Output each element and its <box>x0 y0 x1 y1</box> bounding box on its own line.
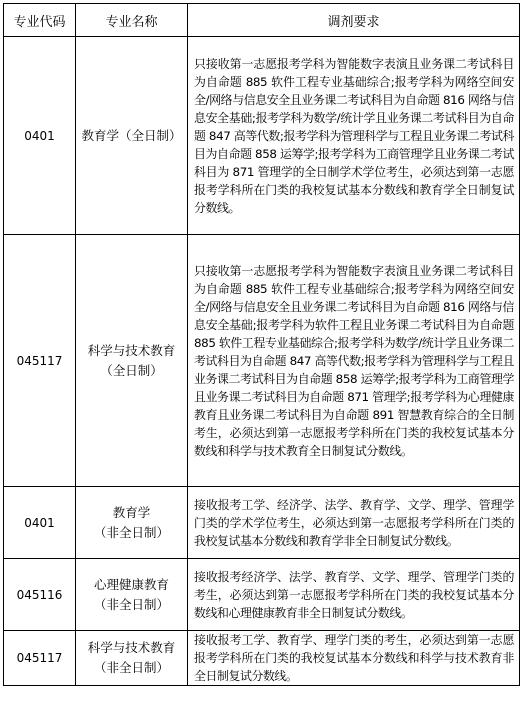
name-line: 教育学（全日制） <box>81 127 182 143</box>
cell-requirement: 接收报考工学、经济学、法学、教育学、文学、理学、管理学门类的学术学位考生，必须达到第一志愿报考学科所在门类的我校复试基本分数线和教育学非全日制复试分数线。 <box>188 487 520 559</box>
cell-name <box>76 235 188 487</box>
cell-code: 045117 <box>4 631 76 686</box>
header-name: 专业名称 <box>76 4 188 37</box>
cell-code: 045116 <box>4 559 76 631</box>
cell-requirement: 接收报考工学、教育学、理学门类的考生，必须达到第一志愿报考学科所在门类的我校复试基本分数线和科学与技术教育非全日制复试分数线。 <box>188 631 520 686</box>
cell-code: 0401 <box>4 37 76 235</box>
name-line: （非全日制） <box>93 524 169 540</box>
header-code: 专业代码 <box>4 4 76 37</box>
cell-name <box>76 559 188 631</box>
name-line: 心理健康教育 <box>93 576 169 592</box>
name-line: （非全日制） <box>93 596 169 612</box>
header-requirement: 调剂要求 <box>188 4 520 37</box>
cell-name <box>76 37 188 235</box>
name-line: 科学与技术教育 <box>87 640 176 655</box>
cell-name <box>76 631 188 686</box>
cell-code: 0401 <box>4 487 76 559</box>
table-row <box>4 37 520 235</box>
table-header-row <box>4 4 520 37</box>
cell-requirement: 只接收第一志愿报考学科为智能数字表演且业务课二考试科目为自命题 885 软件工程专业基础综合;报考学科为网络空间安全/网络与信息安全且业务课二考试科目为自命题 816 网络与信息安全基础;报考学科为软件工程且业务课二考试科目为自命题 885 软件工程专业基础综合;报考学科为数学/统计学且业务课二考试科目为自命题 847 高等代数;报考学科为管理科学与工程且业务课二考试科目为自命题 858 运筹学;报考学科为工商管理学且业务课二考试科目为自命题 871 管理学;报考学科为心理健康教育且业务课二考试科目为自命题 891 智慧教育综合的全日制考生，必须达到第一志愿报考学科所在门类的我校复试基本分数线和科学与技术教育全日制复试分数线。 <box>188 235 520 487</box>
table-row <box>4 559 520 631</box>
name-line: （全日制） <box>100 362 163 378</box>
cell-requirement: 接收报考经济学、法学、教育学、文学、理学、管理学门类的考生，必须达到第一志愿报考学科所在门类的我校复试基本分数线和心理健康教育非全日制复试分数线。 <box>188 559 520 631</box>
name-line: 教育学 <box>112 504 151 520</box>
table-row <box>4 235 520 487</box>
adjustment-table <box>3 3 520 686</box>
cell-name <box>76 487 188 559</box>
table-row <box>4 631 520 686</box>
name-line: 科学与技术教育 <box>87 342 176 358</box>
cell-requirement: 只接收第一志愿报考学科为智能数字表演且业务课二考试科目为自命题 885 软件工程专业基础综合;报考学科为网络空间安全/网络与信息安全且业务课二考试科目为自命题 816 网络与信息安全基础;报考学科为数学/统计学且业务课二考试科目为自命题 847 高等代数;报考学科为管理科学与工程且业务课二考试科目为自命题 858 运筹学;报考学科为工商管理学且业务课二考试科目为 871 管理学的全日制学术学位考生，必须达到第一志愿报考学科所在门类的我校复试基本分数线和教育学全日制复试分数线。 <box>188 37 520 235</box>
name-line: （非全日制） <box>93 660 169 675</box>
cell-code: 045117 <box>4 235 76 487</box>
table-row <box>4 487 520 559</box>
